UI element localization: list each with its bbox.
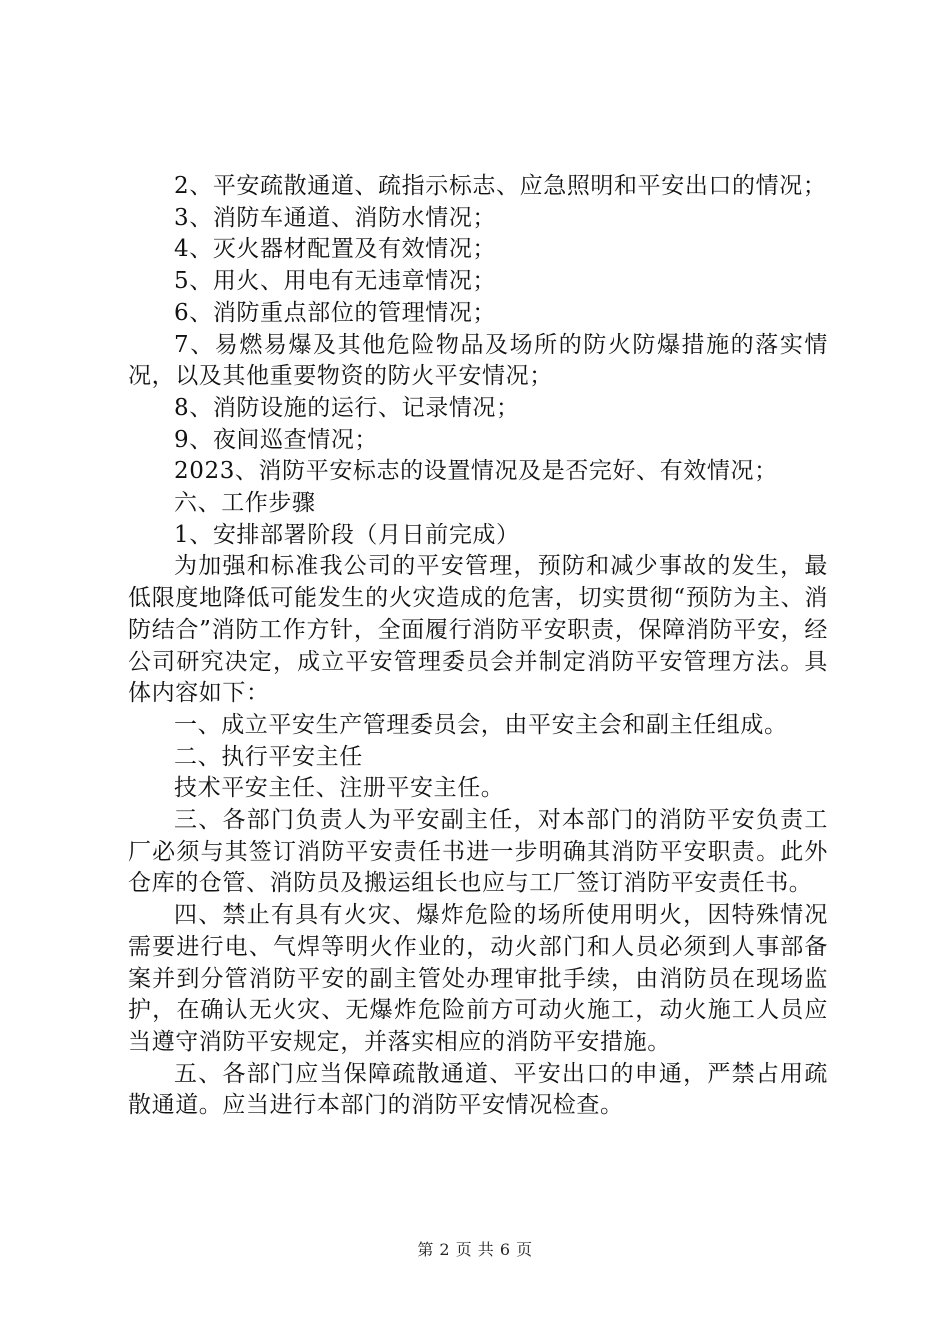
clause-one: 一、成立平安生产管理委员会，由平安主会和副主任组成。 [174, 711, 788, 738]
paragraph-item-6: 6、消防重点部位的管理情况； [174, 299, 497, 326]
paragraph-item-8: 8、消防设施的运行、记录情况； [174, 394, 520, 421]
clause-two: 二、执行平安主任 [174, 743, 363, 770]
paragraph-item-9: 9、夜间巡查情况； [174, 426, 379, 453]
paragraph-item-3: 3、消防车通道、消防水情况； [174, 204, 497, 231]
paragraph-item-2023: 2023、消防平安标志的设置情况及是否完好、有效情况； [174, 458, 778, 485]
clause-five: 五、各部门应当保障疏散通道、平安出口的申通，严禁占用疏散通道。应当进行本部门的消防平安情况检查。 [128, 1060, 828, 1119]
page-footer: 第 2 页 共 6 页 [417, 1240, 533, 1259]
paragraph-item-4: 4、灭火器材配置及有效情况； [174, 236, 497, 263]
paragraph-item-7: 7、易燃易爆及其他危险物品及场所的防火防爆措施的落实情况，以及其他重要物资的防火平安情况； [128, 331, 828, 390]
intro-paragraph: 为加强和标准我公司的平安管理，预防和减少事故的发生，最低限度地降低可能发生的火灾造成的危害，切实贯彻“预防为主、消防结合”消防工作方针，全面履行消防平安职责，保障消防平安，经公司研究决定，成立平安管理委员会并制定消防平安管理方法。具体内容如下： [128, 553, 828, 707]
paragraph-item-5: 5、用火、用电有无违章情况； [174, 268, 497, 295]
subheading-deployment-stage: 1、安排部署阶段（月日前完成） [174, 521, 520, 548]
clause-four: 四、禁止有具有火灾、爆炸危险的场所使用明火，因特殊情况需要进行电、气焊等明火作业的，动火部门和人员必须到人事部备案并到分管消防平安的副主管处办理审批手续，由消防员在现场监护，在确认无火灾、无爆炸危险前方可动火施工，动火施工人员应当遵守消防平安规定，并落实相应的消防平安措施。 [128, 902, 828, 1055]
clause-two-detail: 技术平安主任、注册平安主任。 [174, 775, 505, 802]
paragraph-item-2: 2、平安疏散通道、疏指示标志、应急照明和平安出口的情况； [174, 173, 827, 199]
clause-three: 三、各部门负责人为平安副主任，对本部门的消防平安负责工厂必须与其签订消防平安责任书进一步明确其消防平安职责。此外仓库的仓管、消防员及搬运组长也应与工厂签订消防平安责任书。 [128, 807, 828, 897]
section-heading-work-steps: 六、工作步骤 [174, 490, 316, 517]
document-body [128, 171, 828, 1122]
